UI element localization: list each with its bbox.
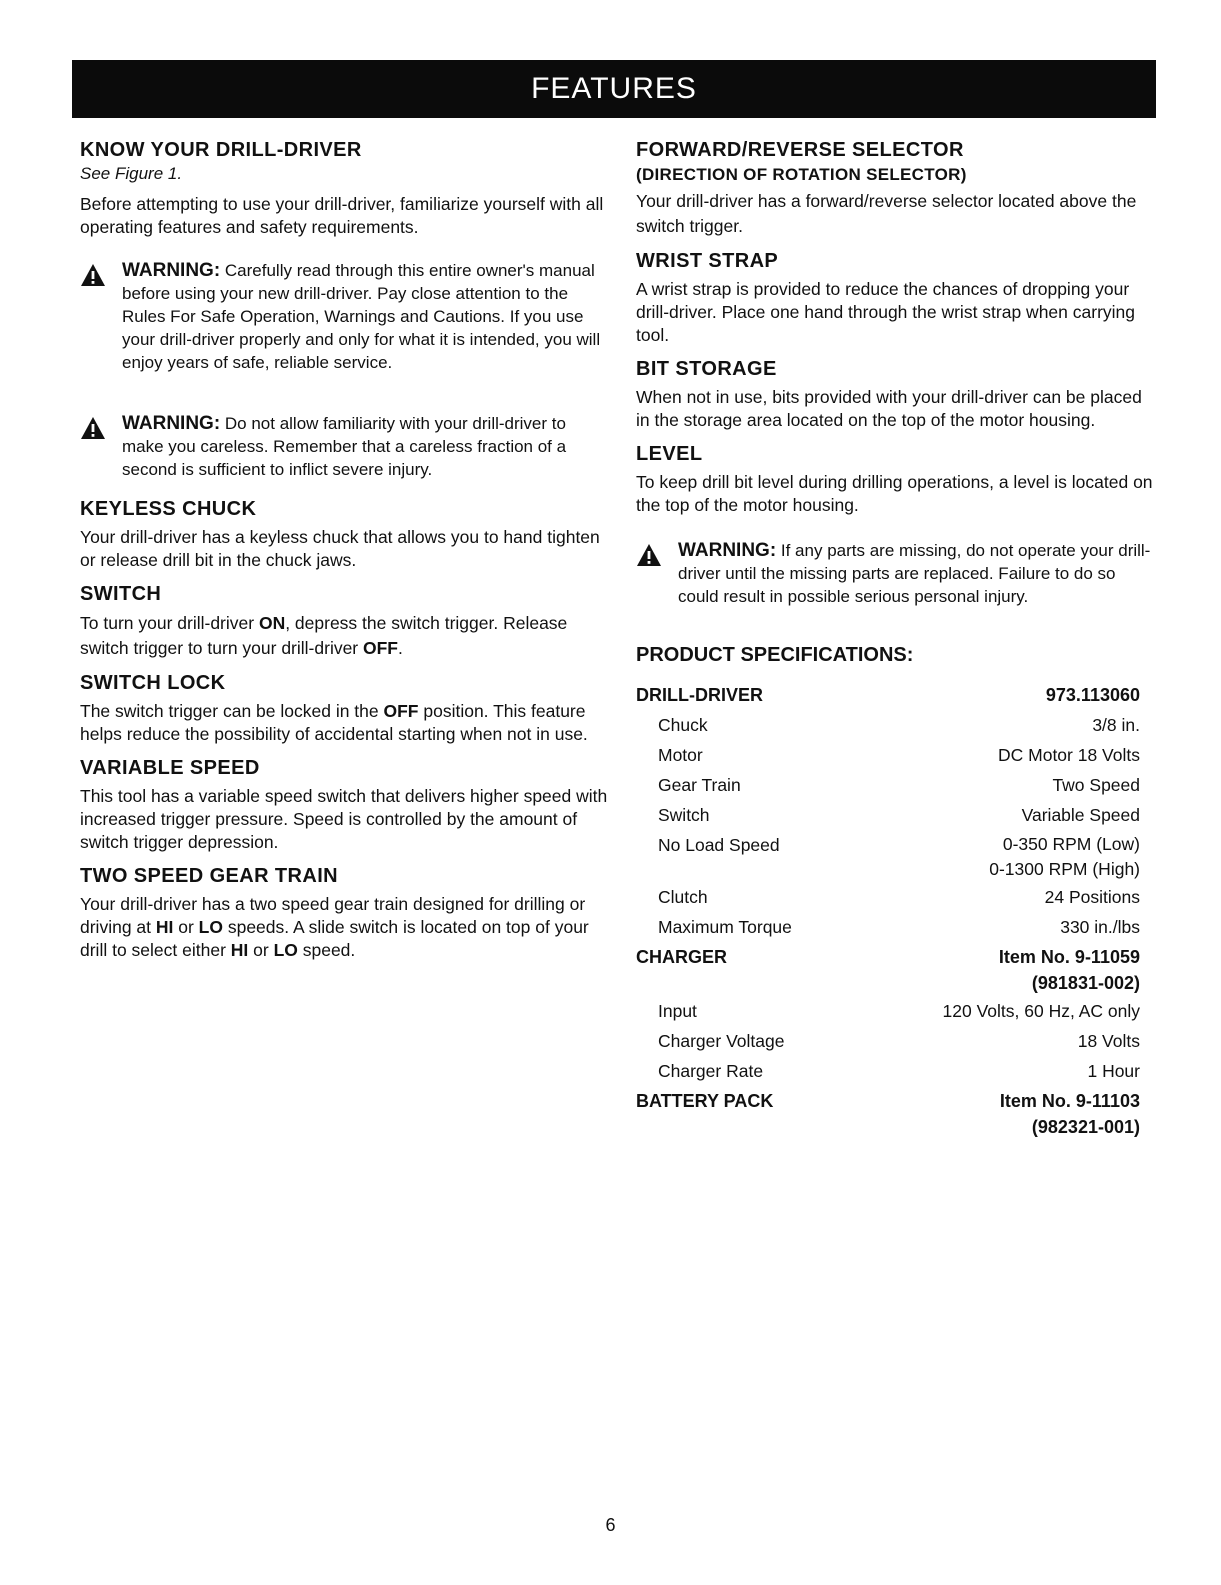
two-speed-section (80, 864, 610, 962)
spec-row (636, 882, 1140, 912)
spec-value (858, 942, 1140, 996)
spec-value: 120 Volts, 60 Hz, AC only (942, 1001, 1140, 1021)
direction-subheading: (DIRECTION OF ROTATION SELECTOR) (636, 165, 967, 184)
spec-value-low: 0-350 RPM (Low) (1002, 834, 1140, 854)
spec-value: 3/8 in. (1092, 715, 1140, 735)
spec-label: CHARGER (636, 947, 728, 967)
warning-1 (80, 259, 610, 374)
forward-reverse-heading: FORWARD/REVERSE SELECTOR (636, 139, 964, 161)
switch-section (80, 582, 610, 661)
switch-body (80, 611, 610, 661)
warning-2-text: Do not allow familiarity with your drill-driver to make you careless. Remember that a careless fraction of a second is sufficient to inflict severe injury. (122, 414, 567, 479)
two-speed-text-5: speed. (297, 940, 356, 960)
level-body: To keep drill bit level during drilling operations, a level is located on the top of the motor housing. (636, 472, 1153, 515)
spec-label: Charger Rate (658, 1061, 764, 1081)
spec-value: 18 Volts (1077, 1031, 1140, 1051)
switch-text-3: . (398, 638, 403, 658)
spec-value: 973.113060 (1045, 685, 1140, 705)
spec-row (636, 1056, 1140, 1086)
warning-triangle-icon (80, 416, 106, 440)
forward-reverse-section (636, 138, 1158, 239)
two-speed-text-1: Your drill-driver has a two speed gear train designed for drilling or driving at (80, 894, 586, 937)
variable-speed-heading: VARIABLE SPEED (80, 757, 260, 779)
spec-label: Gear Train (658, 775, 741, 795)
page-number: 6 (605, 1515, 616, 1535)
switch-heading: SWITCH (80, 583, 162, 605)
two-speed-text-2: or (173, 917, 199, 937)
specs-table (636, 680, 1140, 1140)
bit-storage-heading: BIT STORAGE (636, 358, 777, 380)
spec-value-high: 0-1300 RPM (High) (989, 859, 1140, 879)
wrist-strap-heading: WRIST STRAP (636, 250, 779, 272)
spec-value (858, 830, 1140, 882)
spec-label: Chuck (658, 715, 708, 735)
two-speed-lo-2: LO (273, 940, 298, 960)
spec-label: Maximum Torque (658, 917, 792, 937)
warning-2 (80, 412, 610, 481)
spec-row (636, 710, 1140, 740)
level-section (636, 442, 1158, 517)
specs-title: PRODUCT SPECIFICATIONS: (636, 644, 914, 666)
spec-label: Clutch (658, 887, 708, 907)
spec-row (636, 912, 1140, 942)
spec-row (636, 800, 1140, 830)
spec-label: Charger Voltage (658, 1031, 785, 1051)
two-speed-lo-1: LO (198, 917, 223, 937)
spec-value: 1 Hour (1087, 1061, 1140, 1081)
warning-triangle-icon (636, 543, 662, 567)
switch-lock-off-text: OFF (383, 701, 419, 721)
charger-item-number: Item No. 9-11059 (998, 947, 1140, 967)
warning-2-label: WARNING: (122, 413, 221, 434)
warning-3-label: WARNING: (678, 540, 777, 561)
banner-title: FEATURES (531, 72, 697, 105)
know-your-drill-section (80, 138, 610, 239)
spec-row (636, 830, 1140, 882)
warning-1-label: WARNING: (122, 260, 221, 281)
switch-lock-text-1: The switch trigger can be locked in the (80, 701, 384, 721)
spec-label: Input (658, 1001, 697, 1021)
spec-value: Variable Speed (1021, 805, 1140, 825)
spec-label: No Load Speed (658, 835, 780, 855)
warning-1-text: Carefully read through this entire owner's manual before using your new drill-driver. Pay close attention to the Rules For Safe Operation, Warnings and Cautions. If you use your drill-driver properly and only for what it is intended, you will enjoy years of safe, reliable service. (122, 261, 601, 372)
spec-row (636, 996, 1140, 1026)
switch-off-text: OFF (363, 638, 398, 658)
spec-value: 24 Positions (1044, 887, 1140, 907)
variable-speed-section (80, 756, 610, 854)
battery-item-number: Item No. 9-11103 (999, 1091, 1140, 1111)
switch-on-text: ON (258, 613, 286, 633)
bit-storage-section (636, 357, 1158, 432)
keyless-body: Your drill-driver has a keyless chuck that allows you to hand tighten or release drill bit in the chuck jaws. (80, 527, 600, 570)
features-banner (72, 60, 1156, 118)
spec-row (636, 740, 1140, 770)
right-column (636, 138, 1158, 1140)
spec-value: Two Speed (1052, 775, 1140, 795)
spec-row (636, 770, 1140, 800)
two-speed-heading: TWO SPEED GEAR TRAIN (80, 865, 339, 887)
warning-triangle-icon (80, 263, 106, 287)
bit-storage-body: When not in use, bits provided with your drill-driver can be placed in the storage area located on the top of the motor housing. (636, 387, 1142, 430)
spec-row (636, 680, 1140, 710)
switch-text-2: , depress the switch trigger. Release switch trigger to turn your drill-driver (80, 613, 568, 658)
switch-text-1: To turn your drill-driver (80, 613, 259, 633)
forward-reverse-body: Your drill-driver has a forward/reverse selector located above the switch trigger. (636, 191, 1137, 236)
level-heading: LEVEL (636, 443, 703, 465)
keyless-heading: KEYLESS CHUCK (80, 498, 257, 520)
charger-part-number: (981831-002) (1031, 973, 1140, 993)
two-speed-body (80, 893, 610, 962)
know-body: Before attempting to use your drill-driver, familiarize yourself with all operating features and safety requirements. (80, 194, 604, 237)
spec-row (636, 1086, 1140, 1140)
spec-row (636, 942, 1140, 996)
spec-value (858, 1086, 1140, 1140)
two-speed-text-3: speeds. A slide switch is located on top of your drill to select either (80, 917, 589, 960)
see-figure-note: See Figure 1. (80, 164, 183, 183)
spec-value: DC Motor 18 Volts (998, 745, 1140, 765)
spec-label: Switch (658, 805, 710, 825)
switch-lock-body (80, 700, 610, 746)
wrist-strap-body: A wrist strap is provided to reduce the chances of dropping your drill-driver. Place one hand through the wrist strap when carrying tool. (636, 279, 1135, 345)
battery-part-number: (982321-001) (1031, 1117, 1140, 1137)
variable-speed-body: This tool has a variable speed switch that delivers higher speed with increased trigger pressure. Speed is controlled by the amount of switch trigger depression. (80, 786, 608, 852)
left-column (80, 138, 610, 972)
warning-3 (636, 539, 1158, 608)
switch-lock-text-2: position. This feature helps reduce the possibility of accidental starting when not in use. (80, 701, 588, 744)
product-specifications (636, 642, 1158, 1140)
spec-label: DRILL-DRIVER (636, 685, 763, 705)
warning-3-text: If any parts are missing, do not operate your drill-driver until the missing parts are replaced. Failure to do so could result in possible serious personal injury. (678, 541, 1151, 606)
spec-value: 330 in./lbs (1060, 917, 1140, 937)
spec-row (636, 1026, 1140, 1056)
switch-lock-heading: SWITCH LOCK (80, 672, 226, 694)
wrist-strap-section (636, 249, 1158, 347)
know-heading: KNOW YOUR DRILL-DRIVER (80, 139, 362, 161)
two-speed-hi-2: HI (230, 940, 249, 960)
switch-lock-section (80, 671, 610, 746)
two-speed-hi-1: HI (155, 917, 174, 937)
keyless-chuck-section (80, 497, 610, 572)
spec-label: BATTERY PACK (636, 1091, 774, 1111)
spec-label: Motor (658, 745, 703, 765)
two-speed-text-4: or (248, 940, 274, 960)
